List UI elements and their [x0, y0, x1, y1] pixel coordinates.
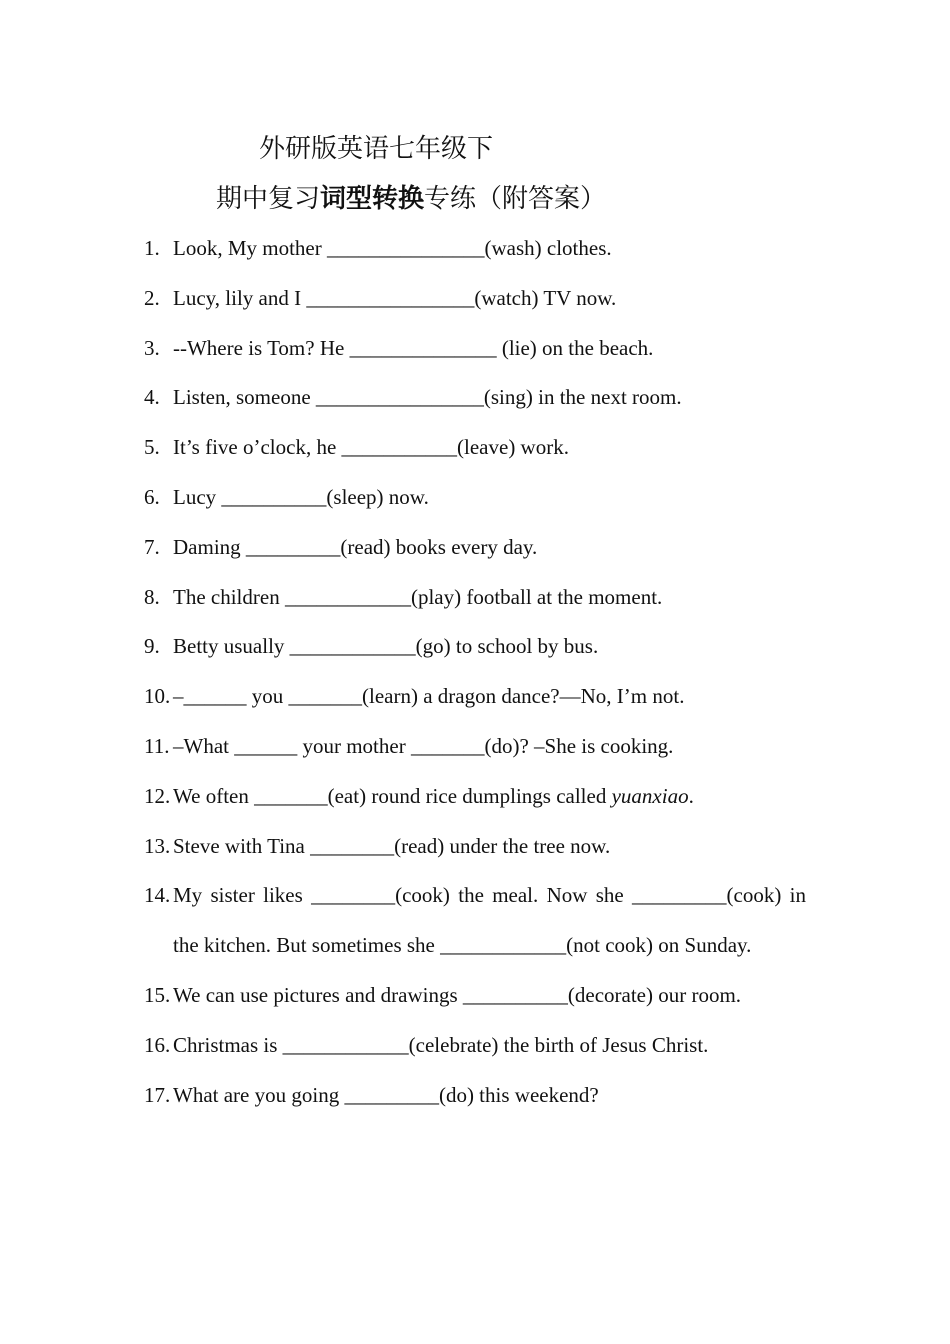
- question-text: The children ____________(play) football at the moment.: [173, 584, 663, 609]
- subtitle-prefix: 期中复习: [216, 184, 321, 213]
- question-item: [144, 573, 806, 623]
- question-number: 1.: [144, 236, 160, 260]
- question-number: 17.: [144, 1082, 171, 1107]
- question-text: Listen, someone ________________(sing) in the next room.: [173, 385, 682, 410]
- question-number: 7.: [144, 534, 160, 559]
- question-number: 15.: [144, 982, 171, 1007]
- question-text: Lucy, lily and I ________________(watch) TV now.: [173, 285, 617, 310]
- question-number: 13.: [144, 833, 171, 858]
- question-text: –What ______ your mother _______(do)? –She is cooking.: [173, 733, 674, 758]
- question-item: [144, 1021, 806, 1071]
- question-item: [144, 423, 806, 473]
- question-item: [144, 1071, 806, 1121]
- question-text: --Where is Tom? He ______________ (lie) on the beach.: [173, 335, 654, 360]
- document-title: 外研版英语七年级下: [259, 134, 494, 163]
- document-subtitle: [216, 180, 606, 218]
- question-item: [144, 373, 806, 423]
- question-item: [144, 772, 806, 822]
- question-number: 2.: [144, 285, 160, 310]
- question-number: 3.: [144, 335, 160, 360]
- question-text: Betty usually ____________(go) to school by bus.: [173, 634, 599, 659]
- question-item: [144, 224, 806, 274]
- question-number: 5.: [144, 435, 160, 460]
- question-item: [144, 971, 806, 1021]
- question-number: 11.: [144, 733, 170, 758]
- question-text: My sister likes ________(cook) the meal. Now she _________(cook) in the kitchen. But sometimes she ____________(not cook) on Sunday.: [173, 883, 806, 958]
- question-text: Christmas is ____________(celebrate) the birth of Jesus Christ.: [173, 1032, 709, 1057]
- question-number: 4.: [144, 385, 160, 410]
- question-list: [144, 224, 806, 1120]
- question-number: 14.: [144, 883, 171, 908]
- question-text: Daming _________(read) books every day.: [173, 534, 538, 559]
- question-text: What are you going _________(do) this weekend?: [173, 1082, 599, 1107]
- question-item: [144, 622, 806, 672]
- question-text: It’s five o’clock, he ___________(leave) work.: [173, 435, 569, 460]
- question-number: 12.: [144, 783, 171, 808]
- question-text: We can use pictures and drawings __________(decorate) our room.: [173, 982, 742, 1007]
- question-item: [144, 523, 806, 573]
- question-text-after: .: [688, 783, 694, 808]
- question-italic-term: yuanxiao: [611, 783, 689, 808]
- question-text: –______ you _______(learn) a dragon dance?—No, I’m not.: [173, 684, 685, 709]
- question-number: 10.: [144, 684, 171, 709]
- question-item: [144, 672, 806, 722]
- question-item: [144, 274, 806, 324]
- question-text: Steve with Tina ________(read) under the tree now.: [173, 833, 611, 858]
- question-text: Look, My mother _______________(wash) clothes.: [173, 236, 612, 260]
- question-item: [144, 473, 806, 523]
- question-item: [144, 722, 806, 772]
- question-number: 9.: [144, 634, 160, 659]
- question-item: [144, 324, 806, 374]
- question-item: [144, 871, 806, 971]
- question-text: Lucy __________(sleep) now.: [173, 484, 429, 509]
- question-item: [144, 822, 806, 872]
- question-number: 16.: [144, 1032, 171, 1057]
- subtitle-bold: 词型转换: [320, 184, 425, 213]
- question-number: 6.: [144, 484, 160, 509]
- question-text-before: We often _______(eat) round rice dumplings called: [173, 783, 612, 808]
- question-number: 8.: [144, 584, 160, 609]
- subtitle-suffix: 专练（附答案）: [424, 184, 607, 213]
